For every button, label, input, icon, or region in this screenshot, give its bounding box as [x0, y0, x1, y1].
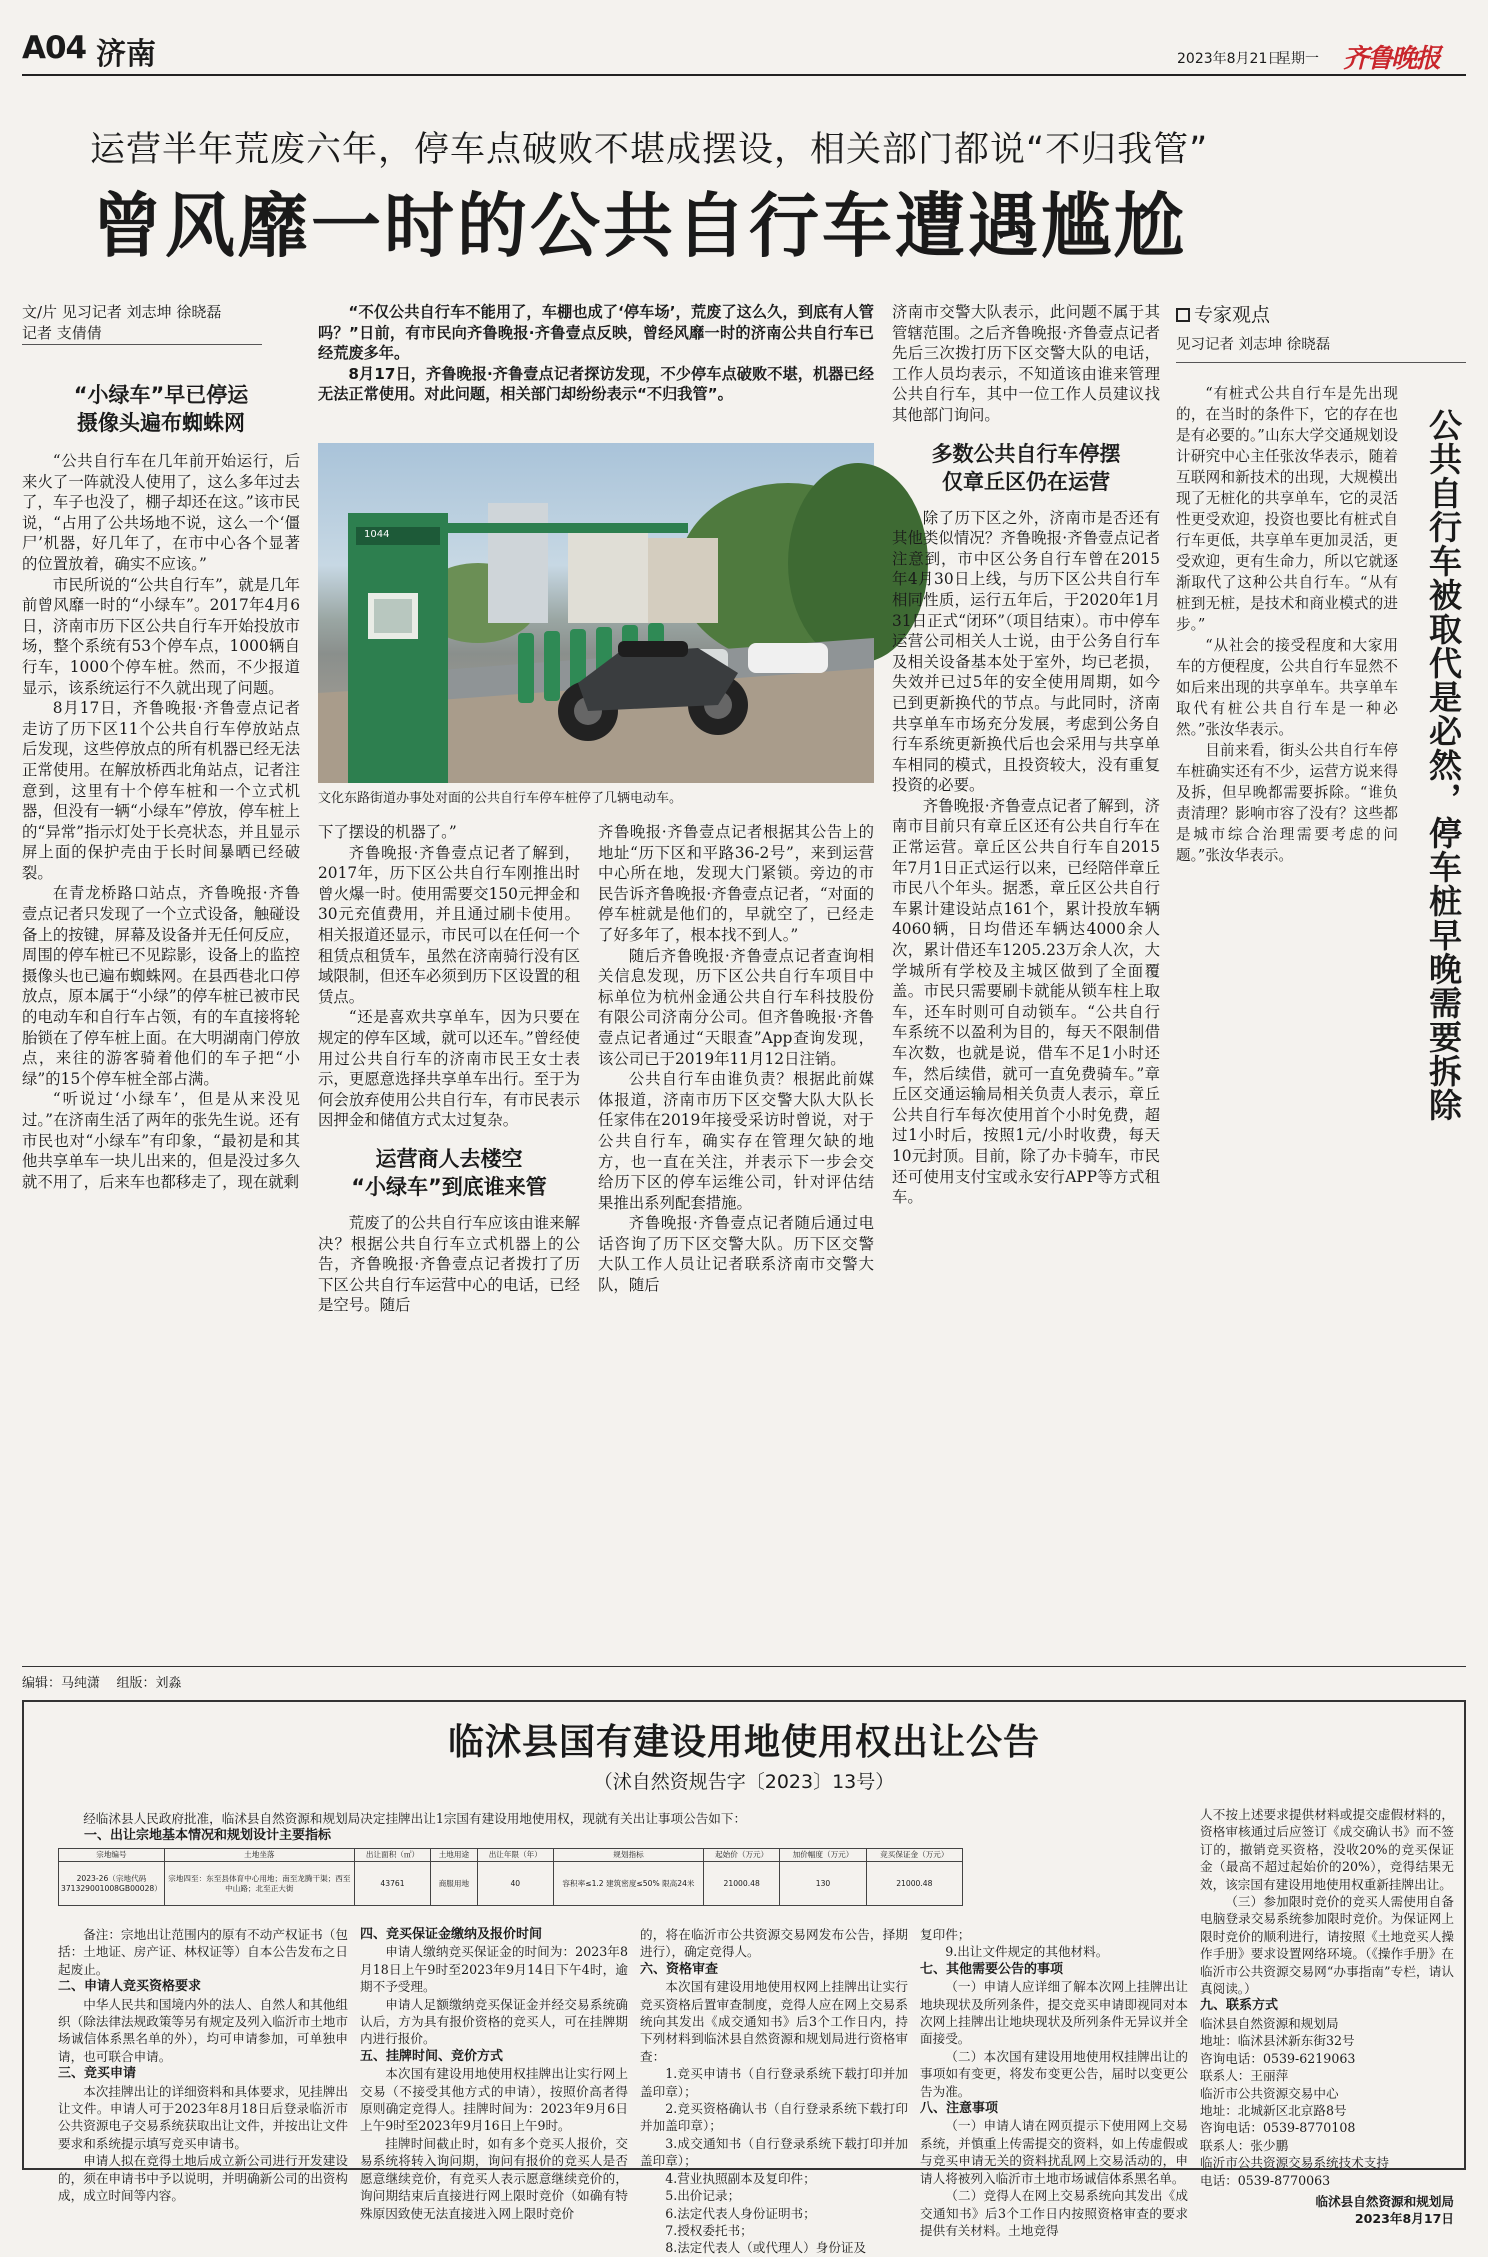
table-header: 起始价（万元） — [703, 1849, 779, 1862]
land-table — [58, 1848, 963, 1906]
byline-line-2: 记者 支倩倩 — [22, 323, 262, 345]
paragraph: “从社会的接受程度和大家用车的方便程度，公共自行车显然不如后来出现的共享单车。共享单车取代有桩公共自行车是一种必然。”张汝华表示。 — [1176, 637, 1398, 738]
header-rule — [22, 74, 1466, 76]
lead-text: 8月17日，齐鲁晚报·齐鲁壹点记者探访发现，不少停车点破败不堪，机器已经无法正常使用。对此问题，相关部门却纷纷表示“不归我管”。 — [318, 364, 874, 404]
paragraph: 荒废了的公共自行车应该由谁来解决？根据公共自行车立式机器上的公告，齐鲁晚报·齐鲁壹点记者拨打了历下区公共自行车运营中心的电话，已经是空号。随后 — [318, 1213, 580, 1315]
paragraph: 齐鲁晚报·齐鲁壹点记者根据其公告上的地址“历下区和平路36-2号”，来到运营中心所在地，发现大门紧锁。旁边的市民告诉齐鲁晚报·齐鲁壹点记者，“对面的停车桩就是他们的，早就空了，已经走了好多年了，根本找不到人。” — [598, 823, 874, 944]
notice-heading: 六、资格审查 — [640, 1961, 719, 1977]
contact-line: 咨询电话：0539-8770108 — [1200, 2120, 1356, 2136]
notice-date: 2023年8月17日 — [1354, 2211, 1454, 2227]
table-cell: 40 — [477, 1862, 553, 1906]
notice-heading: 七、其他需要公告的事项 — [920, 1961, 1064, 1977]
notice-column-1 — [58, 1926, 348, 2204]
paragraph: “听说过‘小绿车’，但是从来没见过。”在济南生活了两年的张先生说。还有市民也对“小绿车”有印象，“最初是和其他共享单车一块儿出来的，但是没过多久就不用了，后来车也都移走了，现在就剩 — [22, 1090, 300, 1191]
table-header: 竞买保证金（万元） — [866, 1849, 962, 1862]
table-cell: 21000.48 — [866, 1862, 962, 1906]
notice-heading: 二、申请人竞买资格要求 — [58, 1979, 202, 1995]
table-cell: 容积率≤1.2 建筑密度≤50% 限高24米 — [553, 1862, 703, 1906]
notice-text: （一）申请人请在网页提示下使用网上交易系统，并慎重上传需提交的资料，如上传虚假或与竞买申请无关的资料扰乱网上交易活动的，申请人将被列入临沂市土地市场诚信体系黑名单。 — [920, 2118, 1188, 2186]
paragraph: 齐鲁晚报·齐鲁壹点记者了解到，济南市目前只有章丘区还有公共自行车在正常运营。章丘区公共自行车自2015年7月1日正式运行以来，已经陪伴章丘市民八个年头。据悉，章丘区公共自行车累计建设站点161个，累计投放车辆4060辆，日均借还车辆达4000余人次，累计借还车1205.23万余人次，大学城所有学校及主城区做到了全面覆盖。市民只需要刷卡就能从锁车柱上取车，还车时则可自动锁车。“公共自行车系统不以盈利为目的，每天不限制借车次数，也就是说，借车不足1小时还车，然后续借，就可一直免费骑车。”章丘区交通运输局相关负责人表示，章丘公共自行车每次使用首个小时免费，超过1小时后，按照1元/小时收费，每天10元封顶。目前，除了办卡骑车，市民还可使用支付宝或永安行APP等方式租车。 — [892, 796, 1160, 1207]
section-name: 济南 — [96, 37, 156, 72]
contact-line: 联系人：王丽萍 — [1200, 2068, 1289, 2084]
paragraph: 齐鲁晚报·齐鲁壹点记者了解到，2017年，历下区公共自行车刚推出时曾火爆一时。使用需要交150元押金和30元充值费用，并且通过刷卡使用。相关报道还显示，市民可以在任何一个租赁点租赁车，虽然在济南骑行没有区域限制，但还车必须到历下区设置的租赁点。 — [318, 843, 580, 1006]
notice-text: 人不按上述要求提供材料或提交虚假材料的，资格审核通过后应签订《成交确认书》而不签订的，撤销竞买资格，没收20%的竞买保证金（最高不超过起始价的20%），竞得结果无效，该宗国有建设用地使用权重新挂牌出让。 — [1200, 1807, 1454, 1892]
notice-list-item: 5.出价记录； — [665, 2188, 741, 2204]
contact-line: 咨询电话：0539-6219063 — [1200, 2050, 1356, 2066]
subhead-3-line-2: 仅章丘区仍在运营 — [942, 469, 1110, 494]
notice-text: 本次国有建设用地使用权挂牌出让实行网上交易（不接受其他方式的申请），按照价高者得原则确定竞得人。挂牌时间为：2023年9月6日上午9时至2023年9月16日上午9时。 — [360, 2066, 628, 2134]
headline-kicker: 运营半年荒废六年，停车点破败不堪成摆设，相关部门都说“不归我管” — [90, 130, 1209, 170]
news-photo — [318, 443, 874, 783]
notice-text: 申请人足额缴纳竞买保证金并经交易系统确认后，方为具有报价资格的竞买人，可在挂牌期内进行报价。 — [360, 1996, 628, 2047]
editor-credit: 编辑：马纯潇 组版：刘淼 — [22, 1676, 182, 1691]
paragraph: 济南市交警大队表示，此问题不属于其管辖范围。之后齐鲁晚报·齐鲁壹点记者先后三次拨打历下区交警大队的电话，工作人员均表示，不知道该由谁来管理公共自行车，其中一位工作人员建议找其他部门询问。 — [892, 303, 1160, 424]
notice-column-4 — [920, 1926, 1188, 2238]
notice-text: 申请人拟在竞得土地后成立新公司进行开发建设的，须在申请书中予以说明，并明确新公司的出资构成，成立时间等内容。 — [58, 2153, 348, 2204]
notice-text: （二）本次国有建设用地使用权挂牌出让的事项如有变更，将发布变更公告，届时以变更公告为准。 — [920, 2048, 1188, 2099]
kiosk-number: 1044 — [364, 529, 390, 540]
land-notice — [22, 1700, 1466, 2256]
notice-list-item: 6.法定代表人身份证明书； — [665, 2205, 816, 2221]
expert-label-row — [1176, 302, 1466, 328]
paragraph: “有桩式公共自行车是先出现的，在当时的条件下，它的存在也是有必要的。”山东大学交通规划设计研究中心主任张汝华表示，随着互联网和新技术的出现，大规模出现了无桩化的共享单车，它的灵活性更受欢迎，投资也要比有桩式自行车更低，共享单车更加灵活，更受欢迎，更有生命力，所以它就逐渐取代了这种公共自行车。“从有桩到无桩，是技术和商业模式的进步。” — [1176, 385, 1398, 633]
paragraph: 随后齐鲁晚报·齐鲁壹点记者查询相关信息发现，历下区公共自行车项目中标单位为杭州金通公共自行车科技股份有限公司济南分公司。但齐鲁晚报·齐鲁壹点记者通过“天眼查”App查询发现，该公司已于2019年11月12日注销。 — [598, 946, 874, 1068]
paragraph: 公共自行车由谁负责？根据此前媒体报道，济南市历下区交警大队大队长任家伟在2019年接受采访时曾说，对于公共自行车，确实存在管理欠缺的地方，也一直在关注，并表示下一步会交给历下区的停车运维公司，针对评估结果推出系列配套措施。 — [598, 1070, 874, 1212]
contact-line: 电话：0539-8770063 — [1200, 2172, 1331, 2188]
contact-line: 临沭县自然资源和规划局 — [1200, 2015, 1339, 2031]
contact-line: 地址：临沭县沭新东街32号 — [1200, 2033, 1355, 2049]
notice-intro — [58, 1810, 963, 1845]
expert-byline: 见习记者 刘志坤 徐晓磊 — [1176, 334, 1466, 363]
notice-heading: 三、竞买申请 — [58, 2066, 137, 2082]
notice-text: 本次国有建设用地使用权网上挂牌出让实行竞买资格后置审查制度，竞得人应在网上交易系统向其发出《成交通知书》后3个工作日内，持下列材料到临沭县自然资源和规划局进行资格审查： — [640, 1979, 908, 2064]
expert-vertical-headline: 公共自行车被取代是必然，停车桩早晚需要拆除 — [1424, 408, 1463, 1122]
notice-list-item: 3.成交通知书（自行登录系统下载打印并加盖印章）； — [640, 2135, 908, 2169]
notice-heading: 四、竞买保证金缴纳及报价时间 — [360, 1927, 543, 1942]
paragraph: 除了历下区之外，济南市是否还有其他类似情况？齐鲁晚报·齐鲁壹点记者注意到，市中区公务自行车曾在2015年4月30日上线，与历下区公共自行车相同性质，运行五年后，于2020年1月31日正式“闭环”（项目结束）。市中停车运营公司相关人士说，由于公务自行车及相关设备基本处于室外，均已老损，失效并已过5年的安全使用周期，如今已到更新换代的节点。与此同时，济南共享单车市场充分发展，考虑到公务自行车系统更新换代后也会采用与共享单车相同的模式，且投资较大，没有重复投资的必要。 — [892, 508, 1160, 795]
photo-caption: 文化东路街道办事处对面的公共自行车停车桩停了几辆电动车。 — [318, 791, 683, 806]
subhead-3-line-1: 多数公共自行车停摆 — [931, 441, 1121, 466]
lead-paragraph — [318, 302, 874, 452]
notice-text: （一）申请人应详细了解本次网上挂牌出让地块现状及所列条件，提交竞买申请即视同对本次网上挂牌出让地块现状及所列条件无异议并全面接受。 — [920, 1979, 1188, 2047]
table-row — [59, 1862, 963, 1906]
masthead — [0, 0, 1488, 78]
paragraph: 下了摆设的机器了。” — [318, 823, 457, 841]
notice-title: 临沭县国有建设用地使用权出让公告 — [447, 1721, 1040, 1763]
contact-line: 临沂市公共资源交易系统技术支持 — [1200, 2155, 1389, 2171]
paragraph: “还是喜欢共享单车，因为只要在规定的停车区域，就可以还车。”曾经使用过公共自行车的济南市民王女士表示，更愿意选择共享单车出行。至于为何会放弃使用公共自行车，有市民表示因押金和储值方式太过复杂。 — [318, 1008, 580, 1130]
notice-list-item: 7.授权委托书； — [665, 2222, 753, 2238]
lead-text: “不仅公共自行车不能用了，车棚也成了‘停车场’，荒废了这么久，到底有人管吗？”日前，有市民向齐鲁晚报·齐鲁壹点反映，曾经风靡一时的济南公共自行车已经荒废多年。 — [318, 303, 874, 363]
notice-text: 挂牌时间截止时，如有多个竞买人报价，交易系统将转入询问期，询问有报价的竞买人是否愿意继续竞价，有竞买人表示愿意继续竞价的，询问期结束后直接进行网上限时竞价（如确有特殊原因致使无法直接进入网上限时竞价 — [360, 2135, 628, 2221]
notice-text: （三）参加限时竞价的竞买人需使用自备电脑登录交易系统参加限时竞价。为保证网上限时竞价的顺利进行，请按照《土地竞买人操作手册》要求设置网络环境。（《操作手册》在临沂市公共资源交易网“办事指南”专栏，请认真阅读。） — [1200, 1894, 1454, 1997]
notice-text: 的，将在临沂市公共资源交易网发布公告，择期进行），确定竞得人。 — [640, 1927, 908, 1960]
table-header-row — [59, 1849, 963, 1862]
headline-title: 曾风靡一时的公共自行车遭遇尴尬 — [92, 184, 1187, 267]
table-header: 土地坐落 — [164, 1849, 354, 1862]
expert-opinion — [1176, 302, 1466, 1662]
subhead-1-line-2: 摄像头遍布蜘蛛网 — [77, 411, 245, 435]
notice-column-3 — [640, 1926, 908, 2256]
notice-text: 复印件； — [920, 1927, 971, 1942]
paragraph: 在青龙桥路口站点，齐鲁晚报·齐鲁壹点记者只发现了一个立式设备，触碰设备上的按键，屏幕及设备并无任何反应，周围的停车桩已不见踪影，设备上的监控摄像头也已遍布蜘蛛网。在县西巷北口停放点，原本属于“小绿”的停车桩已被市民的电动车和自行车占领，有的车直接将轮胎锁在了停车桩上面。在大明湖南门停放点，来往的游客骑着他们的车子把“小绿”的15个停车桩全部占满。 — [22, 884, 300, 1088]
table-cell: 2023-26（宗地代码371329001008GB00028） — [59, 1862, 165, 1906]
photo-illustration — [318, 443, 874, 783]
byline-line-1: 文/片 见习记者 刘志坤 徐晓磊 — [22, 303, 222, 321]
table-header: 规划指标 — [553, 1849, 703, 1862]
article-column-4 — [892, 302, 1160, 1662]
notice-column-5 — [1200, 1806, 1454, 2227]
contact-line: 联系人：张少鹏 — [1200, 2137, 1289, 2153]
issue-weekday: 星期一 — [1277, 51, 1319, 67]
notice-text: 中华人民共和国境内外的法人、自然人和其他组织（除法律法规政策等另有规定及列入临沂市土地市场诚信体系黑名单的外），均可申请参加，可单独申请，也可联合申请。 — [58, 1996, 348, 2064]
subhead-1-line-1: “小绿车”早已停运 — [73, 383, 249, 407]
notice-list-item: 2.竞买资格确认书（自行登录系统下载打印并加盖印章）； — [640, 2101, 908, 2134]
page-number: A04 — [22, 30, 87, 66]
notice-text: 申请人缴纳竞买保证金的时间为：2023年8月18日上午9时至2023年9月14日下午4时，逾期不予受理。 — [360, 1944, 628, 1995]
body-text — [22, 451, 300, 1192]
paragraph: 齐鲁晚报·齐鲁壹点记者随后通过电话咨询了历下区交警大队。历下区交警大队工作人员让记者联系济南市交警大队，随后 — [598, 1214, 874, 1295]
notice-signature: 临沭县自然资源和规划局 — [1315, 2193, 1454, 2209]
expert-body — [1176, 383, 1398, 866]
table-header: 土地用途 — [431, 1849, 477, 1862]
editor-rule — [22, 1666, 1466, 1667]
table-header: 加价幅度（万元） — [780, 1849, 866, 1862]
notice-list-item: 8.法定代表人（或代理人）身份证及 — [665, 2240, 867, 2256]
subhead-2-line-2: “小绿车”到底谁来管 — [351, 1174, 547, 1199]
table-cell: 宗地四至：东至县体育中心用地；南至龙腾干渠；西至中山路；北至正大街 — [164, 1862, 354, 1906]
notice-heading: 五、挂牌时间、竞价方式 — [360, 2048, 504, 2064]
issue-date: 2023年8月21日 — [1177, 51, 1282, 67]
table-cell: 130 — [780, 1862, 866, 1906]
article-column-1 — [22, 302, 300, 1662]
notice-text: 本次挂牌出让的详细资料和具体要求，见挂牌出让文件。申请人可于2023年8月18日后登录临沂市公共资源电子交易系统获取出让文件，并按出让文件要求和系统提示填写竞买申请书。 — [58, 2083, 348, 2151]
table-header: 宗地编号 — [59, 1849, 165, 1862]
notice-list-item: 1.竞买申请书（自行登录系统下载打印并加盖印章）； — [640, 2066, 908, 2099]
paragraph: 8月17日，齐鲁晚报·齐鲁壹点记者走访了历下区11个公共自行车停放站点后发现，这些停放点的所有机器已经无法正常使用。在解放桥西北角站点，记者注意到，这里有十个停车桩和一个立式机器，但没有一辆“小绿车”停放，停车桩上的“异常”指示灯处于长亮状态，并且显示屏上面的保护壳由于长时间暴晒已经破裂。 — [22, 699, 300, 882]
expert-label: 专家观点 — [1194, 304, 1271, 326]
notice-subtitle: （沭自然资规告字〔2023〕13号） — [593, 1771, 895, 1793]
notice-heading: 九、联系方式 — [1200, 1998, 1279, 2014]
contact-line: 临沂市公共资源交易中心 — [1200, 2085, 1339, 2101]
paragraph: “公共自行车在几年前开始运行，后来火了一阵就没人使用了，这么多年过去了，车子也没了，棚子却还在这。”该市民说，“占用了公共场地不说，这么一个‘僵尸’机器，好几年了，在市中心各个显著的位置放着，确实不应该。” — [22, 452, 300, 573]
notice-heading: 八、注意事项 — [920, 2101, 999, 2117]
expert-box-icon — [1176, 308, 1190, 322]
notice-intro-text: 经临沭县人民政府批准，临沭县自然资源和规划局决定挂牌出让1宗国有建设用地使用权，现就有关出让事项公告如下： — [83, 1811, 747, 1826]
article-column-2 — [318, 822, 580, 1662]
paragraph: 市民所说的“公共自行车”，就是几年前曾风靡一时的“小绿车”。2017年4月6日，济南市历下区公共自行车开始投放市场，整个系统有53个停车点，1000辆自行车，1000个停车桩。然而，不少报道显示，该系统运行不久就出现了问题。 — [22, 575, 300, 697]
table-cell: 商服用地 — [431, 1862, 477, 1906]
notice-text: （二）竞得人在网上交易系统向其发出《成交通知书》后3个工作日内按照资格审查的要求提供有关材料。土地竞得 — [920, 2188, 1188, 2238]
paragraph: 目前来看，街头公共自行车停车桩确实还有不少，运营方说来得及拆，但早晚都需要拆除。“谁负责清理？影响市容了没有？这些都是城市综合治理需要考虑的问题。”张汝华表示。 — [1176, 742, 1398, 864]
table-cell: 21000.48 — [703, 1862, 779, 1906]
article-column-3 — [598, 822, 874, 1662]
contact-line: 地址：北城新区北京路8号 — [1200, 2102, 1347, 2118]
notice-column-2 — [360, 1926, 628, 2221]
table-header: 出让年限（年） — [477, 1849, 553, 1862]
table-cell: 43761 — [354, 1862, 430, 1906]
notice-list-item: 9.出让文件规定的其他材料。 — [945, 1944, 1109, 1960]
notice-text: 备注：宗地出让范围内的原有不动产权证书（包括：土地证、房产证、林权证等）自本公告发布之日起废止。 — [58, 1927, 348, 1977]
table-header: 出让面积（㎡） — [354, 1849, 430, 1862]
paper-logo: 齐鲁晚报 — [1343, 44, 1440, 74]
notice-list-item: 4.营业执照副本及复印件； — [665, 2170, 816, 2186]
subhead-2-line-1: 运营商人去楼空 — [375, 1146, 523, 1171]
notice-section-1: 一、出让宗地基本情况和规划设计主要指标 — [84, 1828, 332, 1844]
